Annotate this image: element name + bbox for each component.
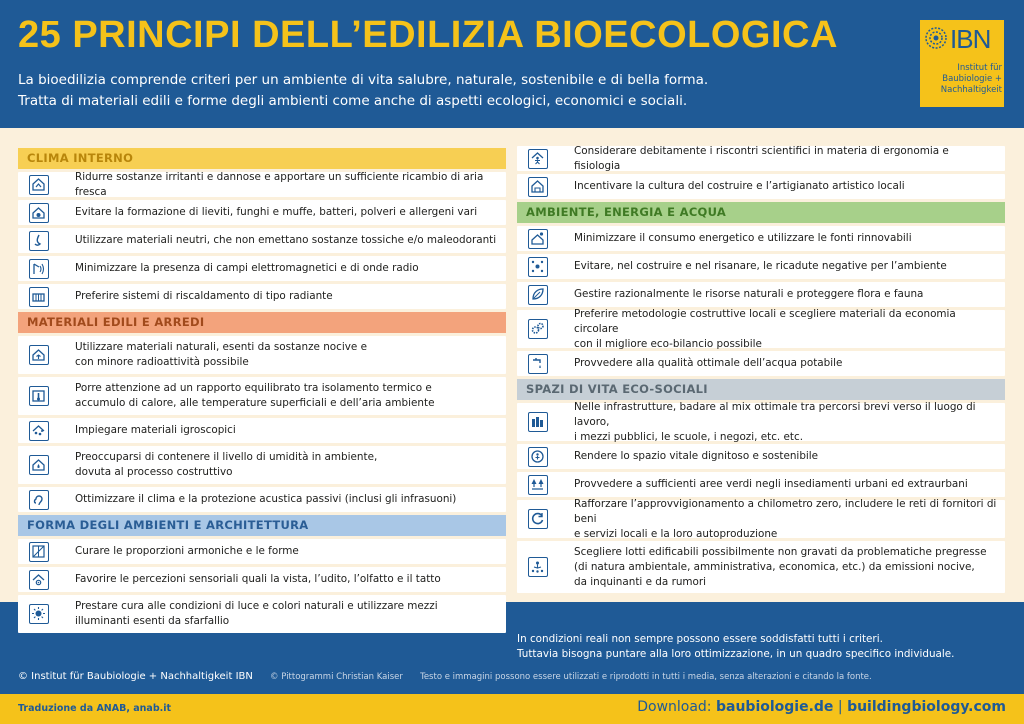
text-line: (di natura ambientale, amministrativa, economica, etc.) da emissioni nocive, [574, 560, 975, 573]
principle-row [517, 497, 1005, 540]
principle-text: Minimizzare il consumo energetico e utilizzare le fonti rinnovabili [574, 232, 912, 244]
swirl-logo-icon [924, 26, 948, 50]
principle-row [517, 307, 1005, 350]
text-line: Utilizzare materiali naturali, esenti da sostanze nocive e [75, 341, 367, 353]
principle-row [18, 172, 506, 197]
principle-text [574, 497, 997, 542]
copyright [18, 671, 872, 682]
note-line: Tuttavia bisogna puntare alla loro ottimizzazione, in un quadro specifico individuale. [517, 648, 955, 660]
text-line: Porre attenzione ad un rapporto equilibrato tra isolamento termico e [75, 382, 432, 394]
copyright-pictograms: © Pittogrammi Christian Kaiser [270, 672, 403, 682]
section-header-materiali: MATERIALI EDILI E ARREDI [18, 312, 506, 333]
principle-row [18, 446, 506, 484]
principle-row [517, 444, 1005, 469]
radiator-icon [29, 287, 49, 307]
text-line: i mezzi pubblici, le scuole, i negozi, etc. etc. [574, 430, 804, 443]
logo-text [926, 63, 1002, 96]
thermal-balance-icon [29, 386, 49, 406]
text-line: con minore radioattività possibile [75, 356, 249, 368]
section-header-forma: FORMA DEGLI AMBIENTI E ARCHITETTURA [18, 515, 506, 536]
section-header-clima: CLIMA INTERNO [18, 148, 506, 169]
principle-text: Favorire le percezioni sensoriali quali la vista, l’udito, l’olfatto e il tatto [75, 573, 441, 585]
natural-material-icon [29, 345, 49, 365]
text-line: Nelle infrastrutture, badare al mix ottimale tra percorsi brevi verso il luogo di lavoro, [574, 400, 976, 428]
principle-text: Incentivare la cultura del costruire e l’artigianato artistico locali [574, 180, 905, 192]
principle-text [75, 599, 498, 629]
principle-text: Rendere lo spazio vitale dignitoso e sostenibile [574, 450, 819, 462]
principle-text: Preferire sistemi di riscaldamento di tipo radiante [75, 290, 333, 302]
principle-row [18, 567, 506, 592]
gears-icon [528, 319, 548, 339]
download-label: Download: [637, 699, 712, 715]
logo-line: Nachhaltigkeit [940, 85, 1002, 95]
text-line: Rafforzare l’approvvigionamento a chilometro zero, includere le reti di fornitori di beni [574, 497, 997, 525]
text-line: Preferire metodologie costruttive locali e scegliere materiali da economia circolare [574, 307, 956, 335]
principle-row [18, 256, 506, 281]
ergonomics-icon [528, 149, 548, 169]
water-tap-icon [528, 354, 548, 374]
copyright-ibn: © Institut für Baubiologie + Nachhaltigkeit IBN [18, 671, 253, 682]
principle-row [18, 377, 506, 415]
principle-text [75, 450, 498, 480]
radio-waves-icon [29, 259, 49, 279]
principle-text [574, 545, 997, 590]
page-title: 25 PRINCIPI DELL’EDILIZIA BIOECOLOGICA [18, 14, 838, 56]
principle-row [517, 254, 1005, 279]
download-links [637, 699, 1006, 715]
principle-row [18, 595, 506, 633]
subtitle-line: Tratta di materiali edili e forme degli ambienti come anche di aspetti ecologici, economici e sociali. [18, 93, 688, 109]
green-areas-icon [528, 475, 548, 495]
text-line: Preoccuparsi di contenere il livello di umidità in ambiente, [75, 451, 378, 463]
link-baubiologie[interactable]: baubiologie.de [715, 699, 834, 715]
text-line: accumulo di calore, alle temperature superficiali e dell’aria ambiente [75, 397, 435, 409]
leaf-icon [528, 285, 548, 305]
principle-row [517, 351, 1005, 376]
principle-text: Provvedere a sufficienti aree verdi negli insediamenti urbani ed extraurbani [574, 478, 968, 490]
text-line: con il migliore eco-bilancio possibile [574, 337, 762, 350]
ibn-logo [920, 20, 1004, 107]
right-column [517, 146, 1005, 596]
principle-text: Provvedere alla qualità ottimale dell’acqua potabile [574, 357, 843, 369]
text-line: dovuta al processo costruttivo [75, 466, 233, 478]
ventilation-house-icon [29, 175, 49, 195]
logo-mark: IBN [950, 24, 991, 54]
principle-row [517, 472, 1005, 497]
land-plot-icon [528, 557, 548, 577]
principle-row [517, 174, 1005, 199]
link-separator: | [837, 699, 843, 715]
principle-text: Minimizzare la presenza di campi elettromagnetici e di onde radio [75, 262, 419, 274]
link-buildingbiology[interactable]: buildingbiology.com [847, 699, 1006, 715]
principle-row [18, 336, 506, 374]
proportion-icon [29, 542, 49, 562]
usage-note: Testo e immagini possono essere utilizzati e riprodotti in tutti i media, senza alterazioni e citando la fonte. [420, 672, 872, 682]
principle-row [18, 487, 506, 512]
section-header-spazi: SPAZI DI VITA ECO-SOCIALI [517, 379, 1005, 400]
principle-row [18, 539, 506, 564]
humidity-house-icon [29, 455, 49, 475]
text-line: e servizi locali e la loro autoproduzione [574, 527, 778, 540]
logo-line: Baubiologie + [942, 74, 1002, 84]
acoustic-icon [29, 490, 49, 510]
section-header-ambiente: AMBIENTE, ENERGIA E ACQUA [517, 202, 1005, 223]
principle-text: Considerare debitamente i riscontri scientifici in materia di ergonomia e fisiologia [574, 144, 949, 172]
principle-row [18, 228, 506, 253]
footnote [517, 632, 1007, 662]
principle-text: Utilizzare materiali neutri, che non emettano sostanze tossiche e/o maleodoranti [75, 234, 497, 246]
craft-culture-icon [528, 177, 548, 197]
principle-row [517, 146, 1005, 171]
infrastructure-icon [528, 412, 548, 432]
principle-row [517, 282, 1005, 307]
subtitle-line: La bioedilizia comprende criteri per un ambiente di vita salubre, naturale, sostenibile e di bella forma. [18, 72, 709, 88]
principle-row [517, 400, 1005, 443]
text-line: Prestare cura alle condizioni di luce e colori naturali e utilizzare mezzi [75, 600, 438, 612]
principle-row [18, 200, 506, 225]
text-line: illuminanti esenti da sfarfallio [75, 615, 230, 627]
principle-row [18, 284, 506, 309]
page-subtitle [18, 70, 898, 112]
principle-text [574, 400, 997, 445]
note-line: In condizioni reali non sempre possono essere soddisfatti tutti i criteri. [517, 633, 883, 645]
local-cycle-icon [528, 509, 548, 529]
principle-row [517, 226, 1005, 251]
senses-icon [29, 570, 49, 590]
principle-text: Gestire razionalmente le risorse naturali e proteggere flora e fauna [574, 288, 924, 300]
renewable-energy-icon [528, 229, 548, 249]
dignified-space-icon [528, 447, 548, 467]
sun-light-icon [29, 604, 49, 624]
principle-row [18, 418, 506, 443]
principle-text: Ottimizzare il clima e la protezione acustica passivi (inclusi gli infrasuoni) [75, 493, 457, 505]
principle-text [75, 340, 498, 370]
left-column [18, 148, 506, 636]
translation-credit: Traduzione da ANAB, anab.it [18, 703, 172, 714]
text-line: da inquinanti e da rumori [574, 575, 707, 588]
principle-text [574, 307, 997, 352]
principle-text [75, 381, 498, 411]
principle-text: Curare le proporzioni armoniche e le forme [75, 545, 299, 557]
principle-text: Evitare la formazione di lieviti, funghi e muffe, batteri, polveri e allergeni vari [75, 206, 478, 218]
principle-text: Evitare, nel costruire e nel risanare, le ricadute negative per l’ambiente [574, 260, 947, 272]
principle-text: Impiegare materiali igroscopici [75, 424, 236, 436]
principle-row [517, 541, 1005, 593]
text-line: Scegliere lotti edificabili possibilmente non gravati da problematiche pregresse [574, 545, 987, 558]
hygroscopic-icon [29, 421, 49, 441]
header [0, 0, 1024, 128]
logo-line: Institut für [957, 63, 1002, 73]
nose-icon [29, 231, 49, 251]
mould-house-icon [29, 203, 49, 223]
principle-text: Ridurre sostanze irritanti e dannose e apportare un sufficiente ricambio di aria fresca [75, 170, 484, 198]
environment-impact-icon [528, 257, 548, 277]
